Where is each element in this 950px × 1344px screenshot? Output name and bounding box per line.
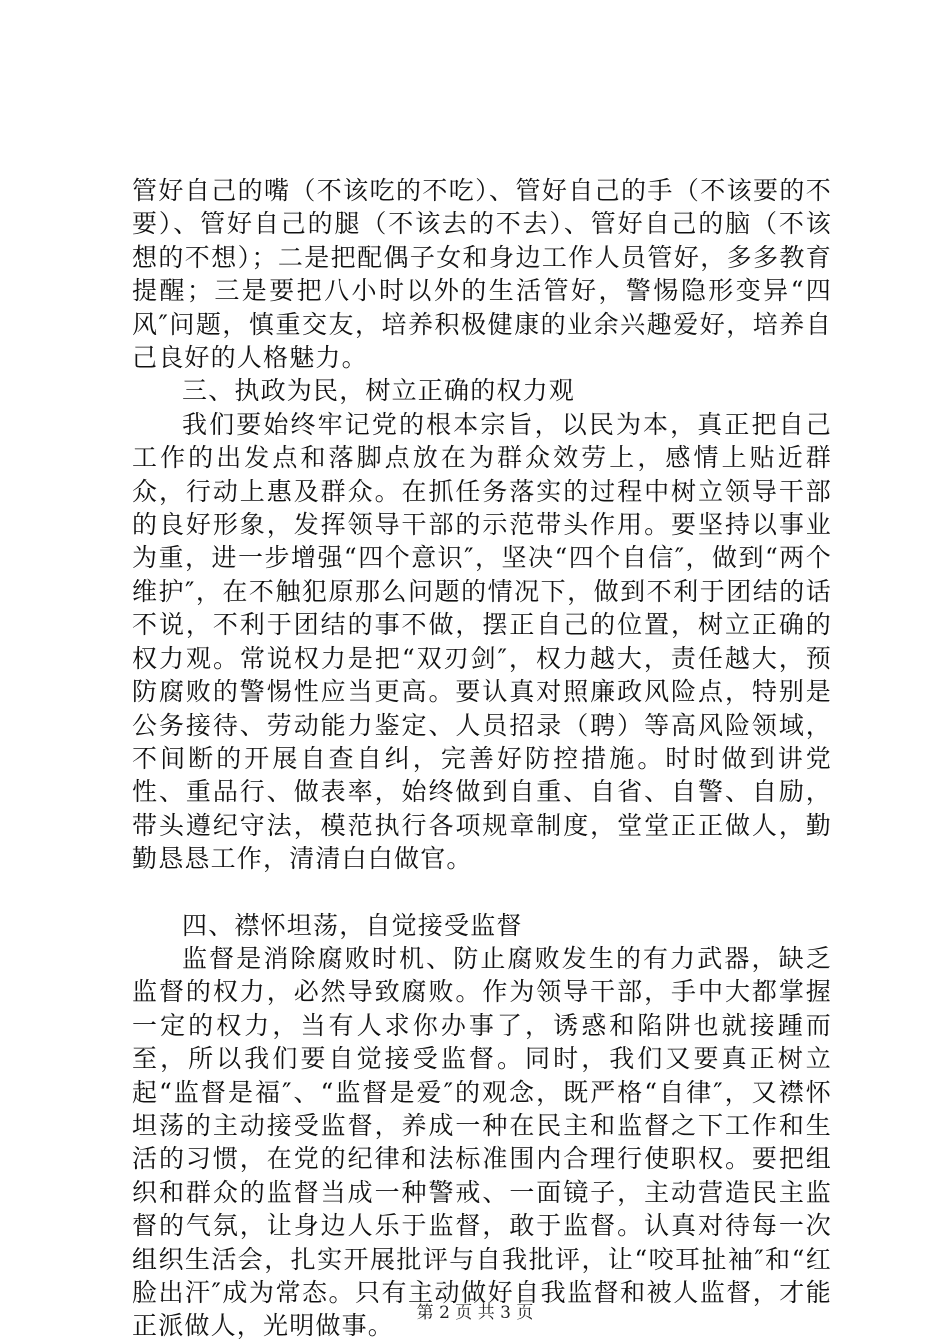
section-spacer [132,876,832,909]
section-heading-4: 四、襟怀坦荡，自觉接受监督 [182,910,523,940]
section-body-4: 监督是消除腐败时机、防止腐败发生的有力武器，缺乏监督的权力，必然导致腐败。作为领导干部，手中大都掌握一定的权力，当有人求你办事了，诱惑和陷阱也就接踵而至，所以我们要自觉接受监督。同时，我们又要真正树立起“监督是福″、“监督是爱″的观念，既严格“自律″，又襟怀坦荡的主动接受监督，养成一种在民主和监督之下工作和生活的习惯，在党的纪律和法标准围内合理行使职权。要把组织和群众的监督当成一种警戒、一面镜子，主动营造民主监督的气氛，让身边人乐于监督，敢于监督。认真对待每一次组织生活会，扎实开展批评与自我批评，让“咬耳扯袖″和“红脸出汗″成为常态。只有主动做好自我监督和被人监督，才能正派做人，光明做事。 [132,943,832,1341]
section-heading-3: 三、执政为民，树立正确的权力观 [182,376,576,406]
section-body-3: 我们要始终牢记党的根本宗旨，以民为本，真正把自己工作的出发点和落脚点放在为群众效劳上，感情上贴近群众，行动上惠及群众。在抓任务落实的过程中树立领导干部的良好形象，发挥领导干部的示范带头作用。要坚持以事业为重，进一步增强“四个意识″，坚决“四个自信″，做到“两个维护″，在不触犯原那么问题的情况下，做到不利于团结的话不说，不利于团结的事不做，摆正自己的位置，树立正确的权力观。常说权力是把“双刃剑″，权力越大，责任越大，预防腐败的警惕性应当更高。要认真对照廉政风险点，特别是公务接待、劳动能力鉴定、人员招录（聘）等高风险领域，不间断的开展自查自纠，完善好防控措施。时时做到讲党性、重品行、做表率，始终做到自重、自省、自警、自励，带头遵纪守法，模范执行各项规章制度，堂堂正正做人，勤勤恳恳工作，清清白白做官。 [132,409,832,874]
page-footer: 第 2 页 共 3 页 [416,1303,534,1323]
paragraph-continuation: 管好自己的嘴（不该吃的不吃）、管好自己的手（不该要的不要）、管好自己的腿（不该去的不去）、管好自己的脑（不该想的不想）；二是把配偶子女和身边工作人员管好，多多教育提醒；三是要把八小时以外的生活管好，警惕隐形变异“四风″问题，慎重交友，培养积极健康的业余兴趣爱好，培养自己良好的人格魅力。 [132,176,832,373]
document-body [132,174,832,1343]
